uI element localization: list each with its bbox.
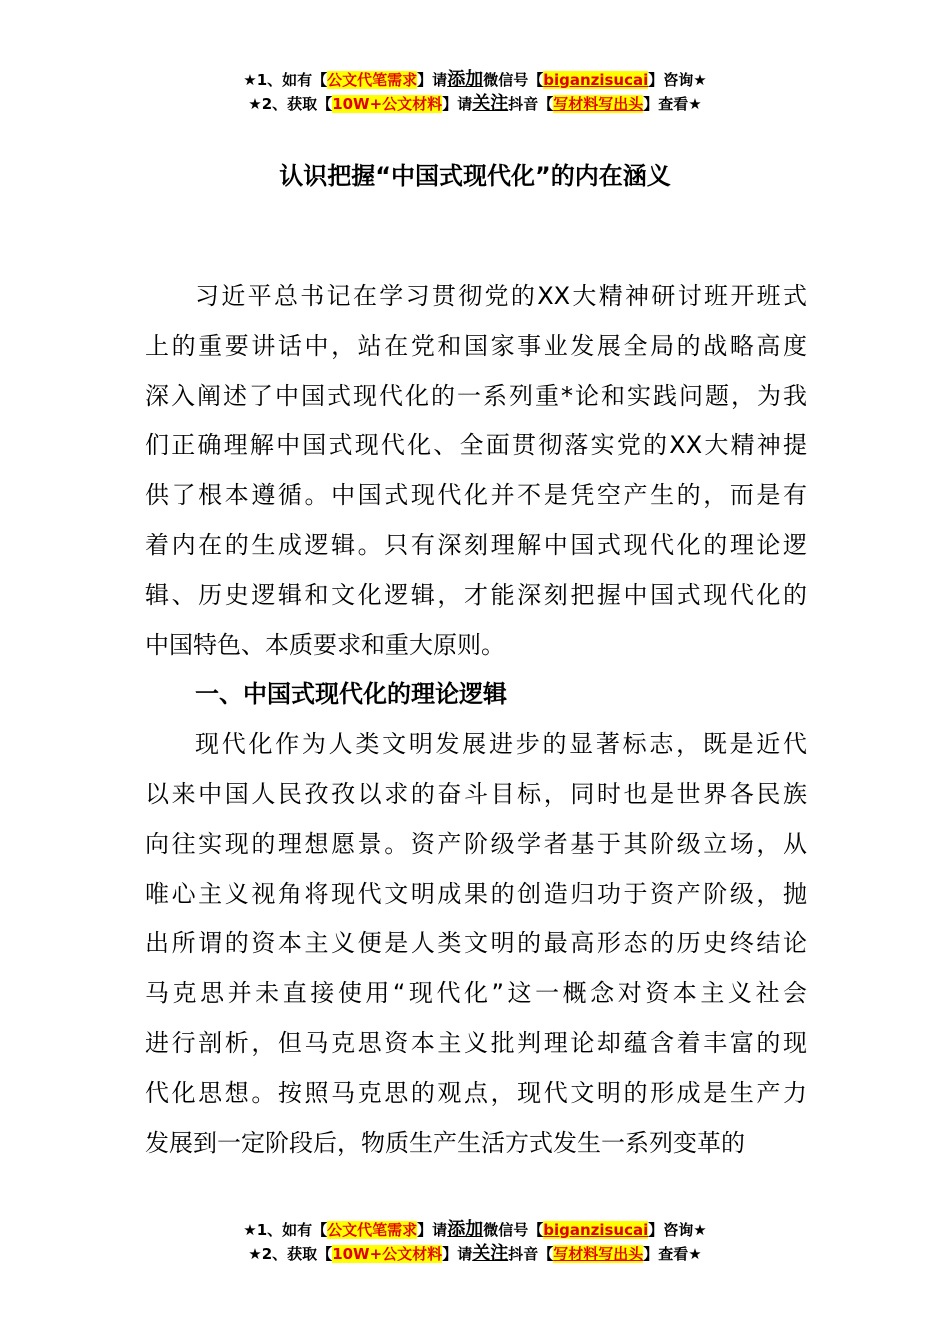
promo-emphasis: 关注 (472, 93, 509, 114)
promo-text: 】请 (442, 1245, 473, 1263)
promo-text: 】请 (417, 71, 448, 89)
promo-text: 微信号【 (483, 71, 544, 89)
promo-text: ★2、获取【 (248, 1245, 333, 1263)
paragraph-line: 中国特色、本质要求和重大原则。 (145, 630, 505, 659)
promo-text: 微信号【 (483, 1221, 544, 1239)
promo-text: ★1、如有【 (243, 1221, 328, 1239)
promo-wechat-id: biganzisucai (543, 1221, 649, 1239)
document-title: 认识把握“中国式现代化”的内在涵义 (279, 162, 671, 190)
document-body (145, 272, 807, 1168)
promo-highlight: 10W+公文材料 (332, 1245, 443, 1263)
promo-wechat-id: biganzisucai (543, 71, 649, 89)
promo-douyin-id: 写材料写出头 (553, 1245, 644, 1263)
promo-line-1 (0, 68, 950, 92)
paragraph-line: 深入阐述了中国式现代化的一系列重*论和实践问题，为我 (145, 381, 807, 410)
promo-text: 】咨询★ (648, 1221, 707, 1239)
paragraph-line: 向往实现的理想愿景。资产阶级学者基于其阶级立场，从 (145, 829, 807, 858)
promo-text: 】查看★ (643, 1245, 702, 1263)
promo-line-1 (0, 1218, 950, 1242)
paragraph-line: 出所谓的资本主义便是人类文明的最高形态的历史终结论 (145, 929, 807, 958)
promo-emphasis: 添加 (447, 1219, 484, 1240)
promo-text: ★2、获取【 (248, 95, 333, 113)
promo-highlight: 公文代笔需求 (327, 71, 418, 89)
promo-highlight: 10W+公文材料 (332, 95, 443, 113)
promo-line-2 (0, 92, 950, 116)
paragraph-line: 习近平总书记在学习贯彻党的XX大精神研讨班开班式 (195, 282, 807, 310)
header-promo-banner (0, 68, 950, 116)
paragraph-line: 进行剖析，但马克思资本主义批判理论却蕴含着丰富的现 (145, 1028, 807, 1057)
promo-text: 】查看★ (643, 95, 702, 113)
promo-text: 】咨询★ (648, 71, 707, 89)
paragraph-line: 上的重要讲话中，站在党和国家事业发展全局的战略高度 (145, 331, 807, 360)
paragraph-line: 现代化作为人类文明发展进步的显著标志，既是近代 (195, 730, 807, 759)
promo-text: 抖音【 (508, 95, 554, 113)
paragraph-line: 马克思并未直接使用“现代化”这一概念对资本主义社会 (145, 979, 807, 1008)
promo-text: 抖音【 (508, 1245, 554, 1263)
paragraph-line: 供了根本遵循。中国式现代化并不是凭空产生的，而是有 (145, 481, 807, 510)
promo-text: 】请 (417, 1221, 448, 1239)
paragraph-line: 辑、历史逻辑和文化逻辑，才能深刻把握中国式现代化的 (145, 580, 807, 609)
promo-highlight: 公文代笔需求 (327, 1221, 418, 1239)
promo-text: 】请 (442, 95, 473, 113)
promo-line-2 (0, 1242, 950, 1266)
promo-text: ★1、如有【 (243, 71, 328, 89)
footer-promo-banner (0, 1218, 950, 1266)
section-heading: 一、中国式现代化的理论逻辑 (195, 680, 507, 709)
paragraph-line: 发展到一定阶段后，物质生产生活方式发生一系列变革的 (145, 1128, 745, 1157)
paragraph-line: 以来中国人民孜孜以求的奋斗目标，同时也是世界各民族 (145, 779, 807, 808)
promo-emphasis: 关注 (472, 1243, 509, 1264)
paragraph-line: 代化思想。按照马克思的观点，现代文明的形成是生产力 (145, 1078, 807, 1107)
paragraph-line: 们正确理解中国式现代化、全面贯彻落实党的XX大精神提 (145, 431, 807, 460)
paragraph-line: 唯心主义视角将现代文明成果的创造归功于资产阶级，抛 (145, 879, 807, 908)
promo-douyin-id: 写材料写出头 (553, 95, 644, 113)
paragraph-line: 着内在的生成逻辑。只有深刻理解中国式现代化的理论逻 (145, 530, 807, 559)
promo-emphasis: 添加 (447, 69, 484, 90)
